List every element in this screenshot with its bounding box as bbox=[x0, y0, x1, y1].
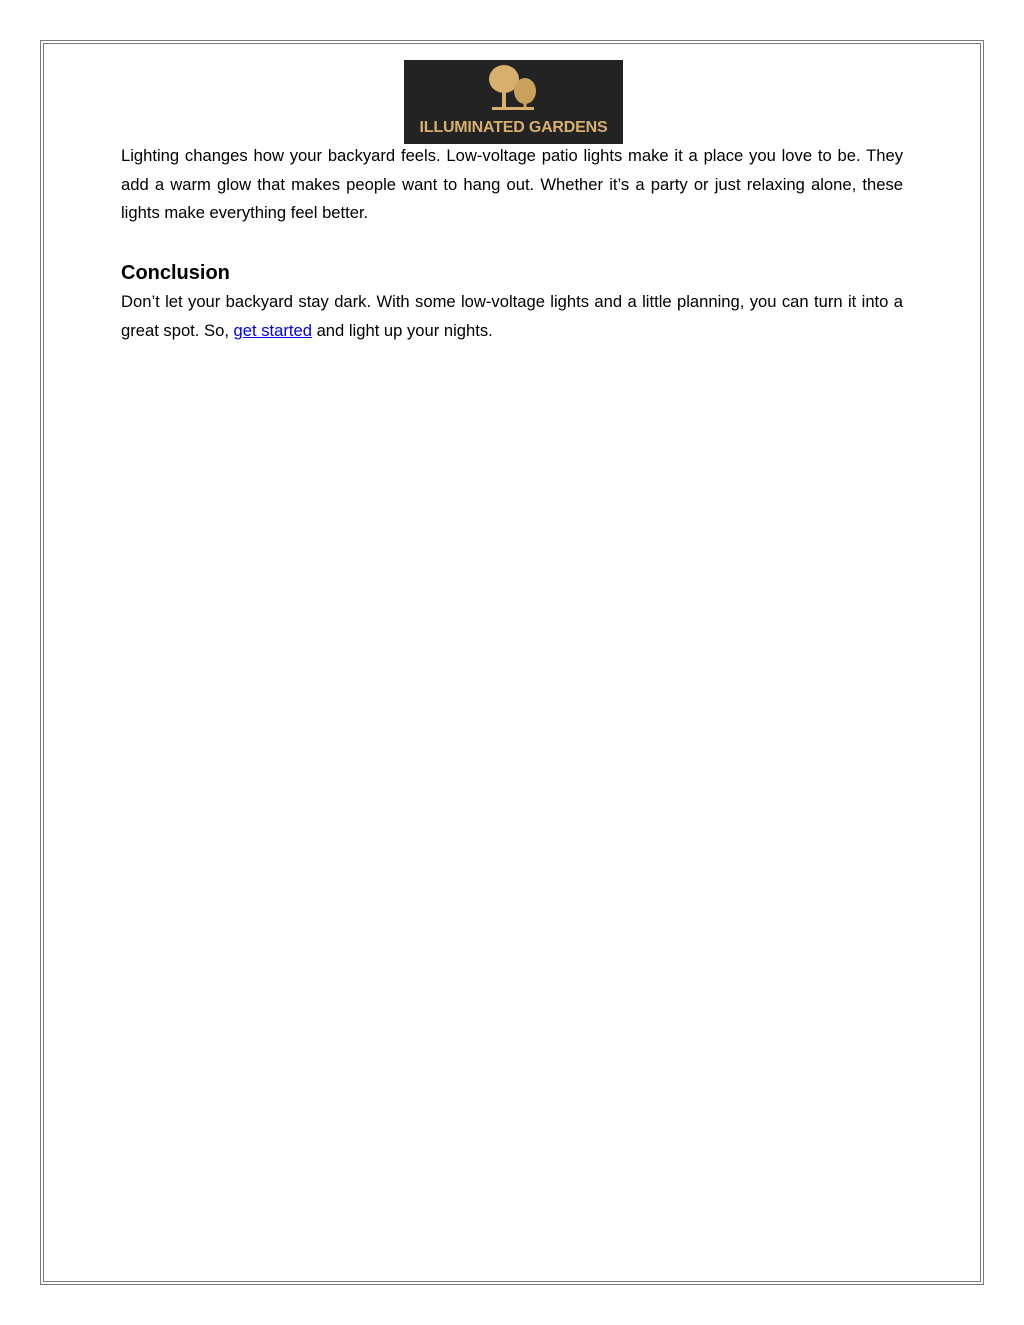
intro-paragraph: Lighting changes how your backyard feels. Low-voltage patio lights make it a place you love to be. They add a warm glow that makes people want to hang out. Whether it’s a party or just relaxing alone, these lights make everything feel better. bbox=[121, 146, 903, 223]
logo bbox=[404, 60, 623, 144]
conclusion-text-end: and light up your nights. bbox=[311, 320, 493, 340]
conclusion-text-start: Don’t let your backyard stay dark. With some low-voltage lights and a little planning, you can turn it into a great spot. So, bbox=[121, 292, 903, 340]
conclusion-heading: Conclusion bbox=[121, 262, 230, 285]
conclusion-paragraph bbox=[121, 288, 903, 345]
logo-wordmark: ILLUMINATED GARDENS bbox=[419, 119, 608, 136]
document-body bbox=[121, 142, 903, 346]
get-started-link[interactable]: get started bbox=[233, 320, 312, 340]
